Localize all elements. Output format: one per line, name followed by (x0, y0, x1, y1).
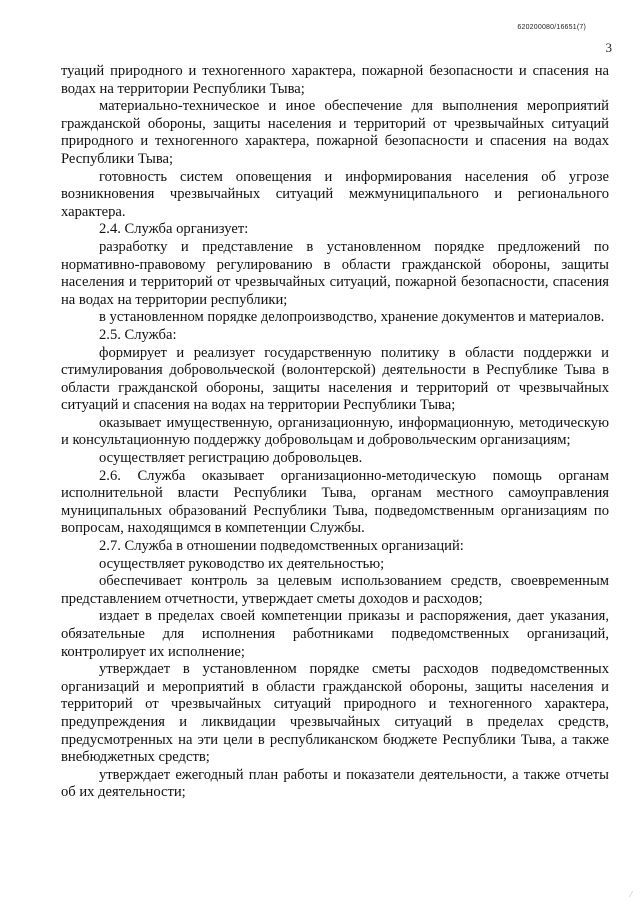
document-number: 620200080/16651(7) (517, 24, 586, 31)
paragraph: 2.6. Служба оказывает организационно-методическую помощь органам исполнительной власти Республики Тыва, органам местного самоуправления муниципальных образований Республики Тыва, подведомственным организациям по вопросам, находящимся в компетенции Службы. (61, 467, 609, 537)
page-number: 3 (605, 40, 612, 55)
section-heading: 2.7. Служба в отношении подведомственных организаций: (99, 538, 464, 555)
paragraph: формирует и реализует государственную политику в области поддержки и стимулирования добровольческой (волонтерской) деятельности в Республике Тыва в области гражданской обороны, защиты населения и территорий от чрезвычайных ситуаций и спасения на водах на территории Республики Тыва; (61, 344, 609, 414)
paragraph: материально-техническое и иное обеспечение для выполнения мероприятий гражданской обороны, защиты населения и территорий от чрезвычайных ситуаций природного и техногенного характера, пожарной безопасности и спасения на водах Республики Тыва; (61, 98, 609, 167)
paragraph: в установленном порядке делопроизводство, хранение документов и материалов. (99, 309, 605, 326)
paragraph: готовность систем оповещения и информирования населения об угрозе возникновения чрезвычайных ситуаций межмуниципального и регионального характера. (61, 168, 609, 220)
paragraph: разработку и представление в установленном порядке предложений по нормативно-правовому регулированию в области гражданской обороны, защиты населения и территорий от чрезвычайных ситуаций, пожарной безопасности, спасения на водах на территории республики; (61, 238, 609, 308)
paragraph: обеспечивает контроль за целевым использованием средств, своевременным представлением отчетности, утверждает сметы доходов и расходов; (61, 573, 609, 607)
paragraph: оказывает имущественную, организационную, информационную, методическую и консультационную поддержку добровольцам и добровольческим организациям; (61, 414, 609, 449)
paragraph: издает в пределах своей компетенции приказы и распоряжения, дает указания, обязательные для исполнения работниками подведомственных организаций, контролирует их исполнение; (61, 608, 609, 660)
paragraph: туаций природного и техногенного характера, пожарной безопасности и спасения на водах на территории Республики Тыва; (61, 63, 609, 97)
section-heading: 2.4. Служба организует: (99, 221, 249, 238)
paragraph: утверждает ежегодный план работы и показатели деятельности, а также отчеты об их деятельности; (61, 766, 609, 801)
scan-artifact-mark: ⁄ (630, 890, 632, 899)
section-heading: 2.5. Служба: (99, 326, 177, 343)
document-body (61, 63, 609, 802)
paragraph: осуществляет руководство их деятельностью; (99, 555, 385, 572)
paragraph: осуществляет регистрацию добровольцев. (99, 450, 363, 467)
paragraph: утверждает в установленном порядке сметы расходов подведомственных организаций и мероприятий в области гражданской обороны, защиты населения и территорий от чрезвычайных ситуаций природного и техногенного характера, предупреждения и ликвидации чрезвычайных ситуаций в пределах средств, предусмотренных на эти цели в республиканском бюджете Республики Тыва, а также внебюджетных средств; (61, 661, 609, 766)
